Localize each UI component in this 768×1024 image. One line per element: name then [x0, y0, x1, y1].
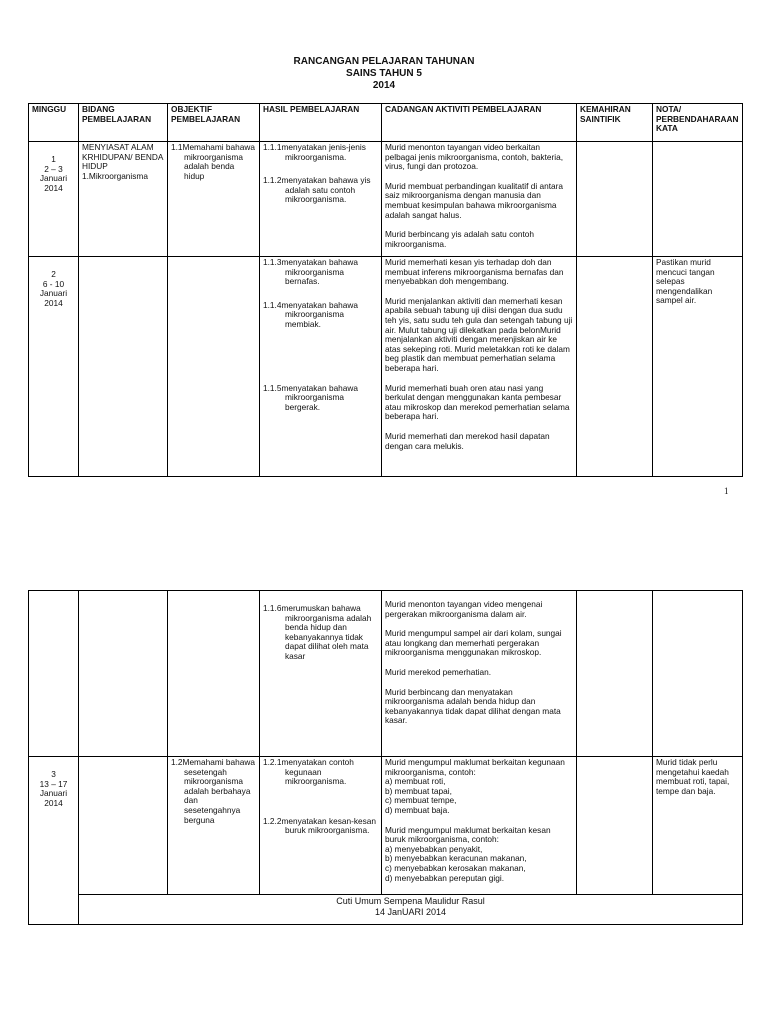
- kemahiran-cell: [577, 257, 653, 477]
- bidang-cell: [79, 757, 168, 895]
- kemahiran-cell: [577, 142, 653, 257]
- objektif-cell: [168, 142, 260, 257]
- aktiviti-cell: [382, 257, 577, 477]
- hasil-item: 1.2.2menyatakan kesan-kesan buruk mikroorganisma.: [263, 815, 377, 836]
- bidang-cell: [79, 142, 168, 257]
- nota-cell: [653, 142, 743, 257]
- plan-table-page1: [28, 103, 743, 477]
- table-row: [29, 257, 743, 477]
- week-dates: 2 – 3 Januari 2014: [39, 163, 68, 193]
- kemahiran-cell: [577, 757, 653, 895]
- aktiviti-item: Murid menonton tayangan video berkaitan pelbagai jenis mikroorganisma, contoh, bakteria, virus, fungi dan protozoa.: [385, 142, 564, 172]
- aktiviti-item: Murid mengumpul maklumat berkaitan kegunaan mikroorganisma, contoh: a) membuat roti, b) membuat tapai, c) membuat tempe, d) membuat baja.: [385, 757, 565, 815]
- bidang-cell: [79, 257, 168, 477]
- hasil-item: 1.1.2menyatakan bahawa yis adalah satu contoh mikroorganisma.: [263, 175, 371, 205]
- week-dates: 13 – 17 Januari 2014: [39, 778, 68, 808]
- aktiviti-item: Murid berbincang yis adalah satu contoh mikroorganisma.: [385, 229, 534, 249]
- doc-subtitle: SAINS TAHUN 5: [346, 68, 422, 79]
- week-cell: [29, 757, 79, 925]
- hasil-item: 1.1.4menyatakan bahawa mikroorganisma membiak.: [263, 299, 359, 329]
- doc-year: 2014: [372, 80, 396, 91]
- hasil-item: 1.2.1menyatakan contoh kegunaan mikroorganisma.: [263, 757, 354, 787]
- col-header-aktiviti: CADANGAN AKTIVITI PEMBELAJARAN: [382, 104, 577, 142]
- aktiviti-item: Murid merekod pemerhatian.: [385, 666, 492, 677]
- week-number: 1: [51, 154, 56, 164]
- objektif-text: 1.1Memahami bahawa mikroorganisma adalah benda hidup: [171, 142, 255, 181]
- hasil-item: 1.1.1menyatakan jenis-jenis mikroorganisma.: [263, 142, 366, 162]
- week-number: 3: [51, 769, 56, 779]
- week-cell: [29, 591, 79, 757]
- week-cell: [29, 257, 79, 477]
- holiday-row: [29, 895, 743, 925]
- bidang-text: MENYIASAT ALAM KRHIDUPAN/ BENDA HIDUP 1.Mikroorganisma: [82, 142, 163, 181]
- objektif-cell: [168, 591, 260, 757]
- holiday-cell: [79, 895, 743, 925]
- hasil-item: 1.1.3menyatakan bahawa mikroorganisma bernafas.: [263, 257, 359, 287]
- hasil-cell: [260, 257, 382, 477]
- page-number: 1: [724, 486, 729, 496]
- aktiviti-cell: [382, 142, 577, 257]
- table-row: [29, 591, 743, 757]
- col-header-minggu: MINGGU: [29, 104, 79, 142]
- objektif-cell: [168, 757, 260, 895]
- aktiviti-cell: [382, 591, 577, 757]
- aktiviti-item: Murid menonton tayangan video mengenai pergerakan mikroorganisma dalam air.: [385, 599, 543, 619]
- aktiviti-item: Murid memerhati buah oren atau nasi yang berkulat dengan menggunakan kanta pembesar atau mikroskop dan merekod pemerhatian selama beberapa hari.: [385, 382, 570, 422]
- objektif-text: 1.2Memahami bahawa sesetengah mikroorganisma adalah berbahaya dan sesetengahnya berguna: [171, 757, 255, 825]
- aktiviti-item: Murid menjalankan aktiviti dan memerhati kesan apabila sebuah tabung uji diisi dengan dua sudu teh yis, satu sudu teh gula dan setengah tabung uji air. Mulut tabung uji dilekatkan pada belonMurid menjalankan aktiviti dengan merenjiskan air ke atas sekeping roti. Murid meletakkan roti ke dalam beg plastik dan membuat pemerhatian selama beberapa hari.: [385, 295, 573, 373]
- doc-title: RANCANGAN PELAJARAN TAHUNAN: [293, 56, 475, 67]
- col-header-hasil: HASIL PEMBELAJARAN: [260, 104, 382, 142]
- hasil-item: 1.1.6merumuskan bahawa mikroorganisma adalah benda hidup dan kebanyakannya tidak dapat dilihat oleh mata kasar: [263, 603, 372, 661]
- table-header-row: [29, 104, 743, 142]
- nota-cell: [653, 591, 743, 757]
- kemahiran-cell: [577, 591, 653, 757]
- aktiviti-item: Murid memerhati dan merekod hasil dapatan dengan cara melukis.: [385, 430, 550, 451]
- table-row: [29, 757, 743, 895]
- week-number: 2: [51, 269, 56, 279]
- hasil-cell: [260, 591, 382, 757]
- hasil-cell: [260, 757, 382, 895]
- hasil-cell: [260, 142, 382, 257]
- aktiviti-item: Murid memerhati kesan yis terhadap doh dan membuat inferens mikroorganisma bernafas dan menyebabkan doh mengembang.: [385, 257, 564, 287]
- bidang-cell: [79, 591, 168, 757]
- col-header-objektif: OBJEKTIF PEMBELAJARAN: [168, 104, 260, 142]
- col-header-kemahiran: KEMAHIRAN SAINTIFIK: [577, 104, 653, 142]
- col-header-bidang: BIDANG PEMBELAJARAN: [79, 104, 168, 142]
- week-cell: [29, 142, 79, 257]
- objektif-cell: [168, 257, 260, 477]
- aktiviti-item: Murid berbincang dan menyatakan mikroorganisma adalah benda hidup dan kebanyakannya tidak dapat dilihat dengan mata kasar.: [385, 686, 561, 726]
- nota-cell: Murid tidak perlu mengetahui kaedah membuat roti, tapai, tempe dan baja.: [653, 757, 743, 895]
- hasil-item: 1.1.5menyatakan bahawa mikroorganisma bergerak.: [263, 382, 359, 412]
- week-dates: 6 - 10 Januari 2014: [39, 278, 68, 308]
- nota-cell: Pastikan murid mencuci tangan selepas mengendalikan sampel air.: [653, 257, 743, 477]
- aktiviti-cell: [382, 757, 577, 895]
- holiday-title: Cuti Umum Sempena Maulidur Rasul: [336, 896, 485, 906]
- table-row: [29, 142, 743, 257]
- holiday-date: 14 JanUARI 2014: [374, 907, 447, 917]
- plan-table-page2: [28, 590, 743, 925]
- col-header-nota: NOTA/ PERBENDAHARAAN KATA: [653, 104, 743, 142]
- aktiviti-item: Murid mengumpul maklumat berkaitan kesan buruk mikroorganisma, contoh: a) menyebabkan penyakit, b) menyebabkan keracunan makanan, c) menyebabkan kerosakan makanan, d) menyebabkan pereputan gigi.: [385, 824, 551, 883]
- aktiviti-item: Murid mengumpul sampel air dari kolam, sungai atau longkang dan memerhati pergerakan mikroorganisma menggunakan mikroskop.: [385, 628, 562, 658]
- aktiviti-item: Murid membuat perbandingan kualitatif di antara saiz mikroorganisma dengan manusia dan membuat kesimpulan bahawa mikroorganisma adalah sangat halus.: [385, 180, 564, 220]
